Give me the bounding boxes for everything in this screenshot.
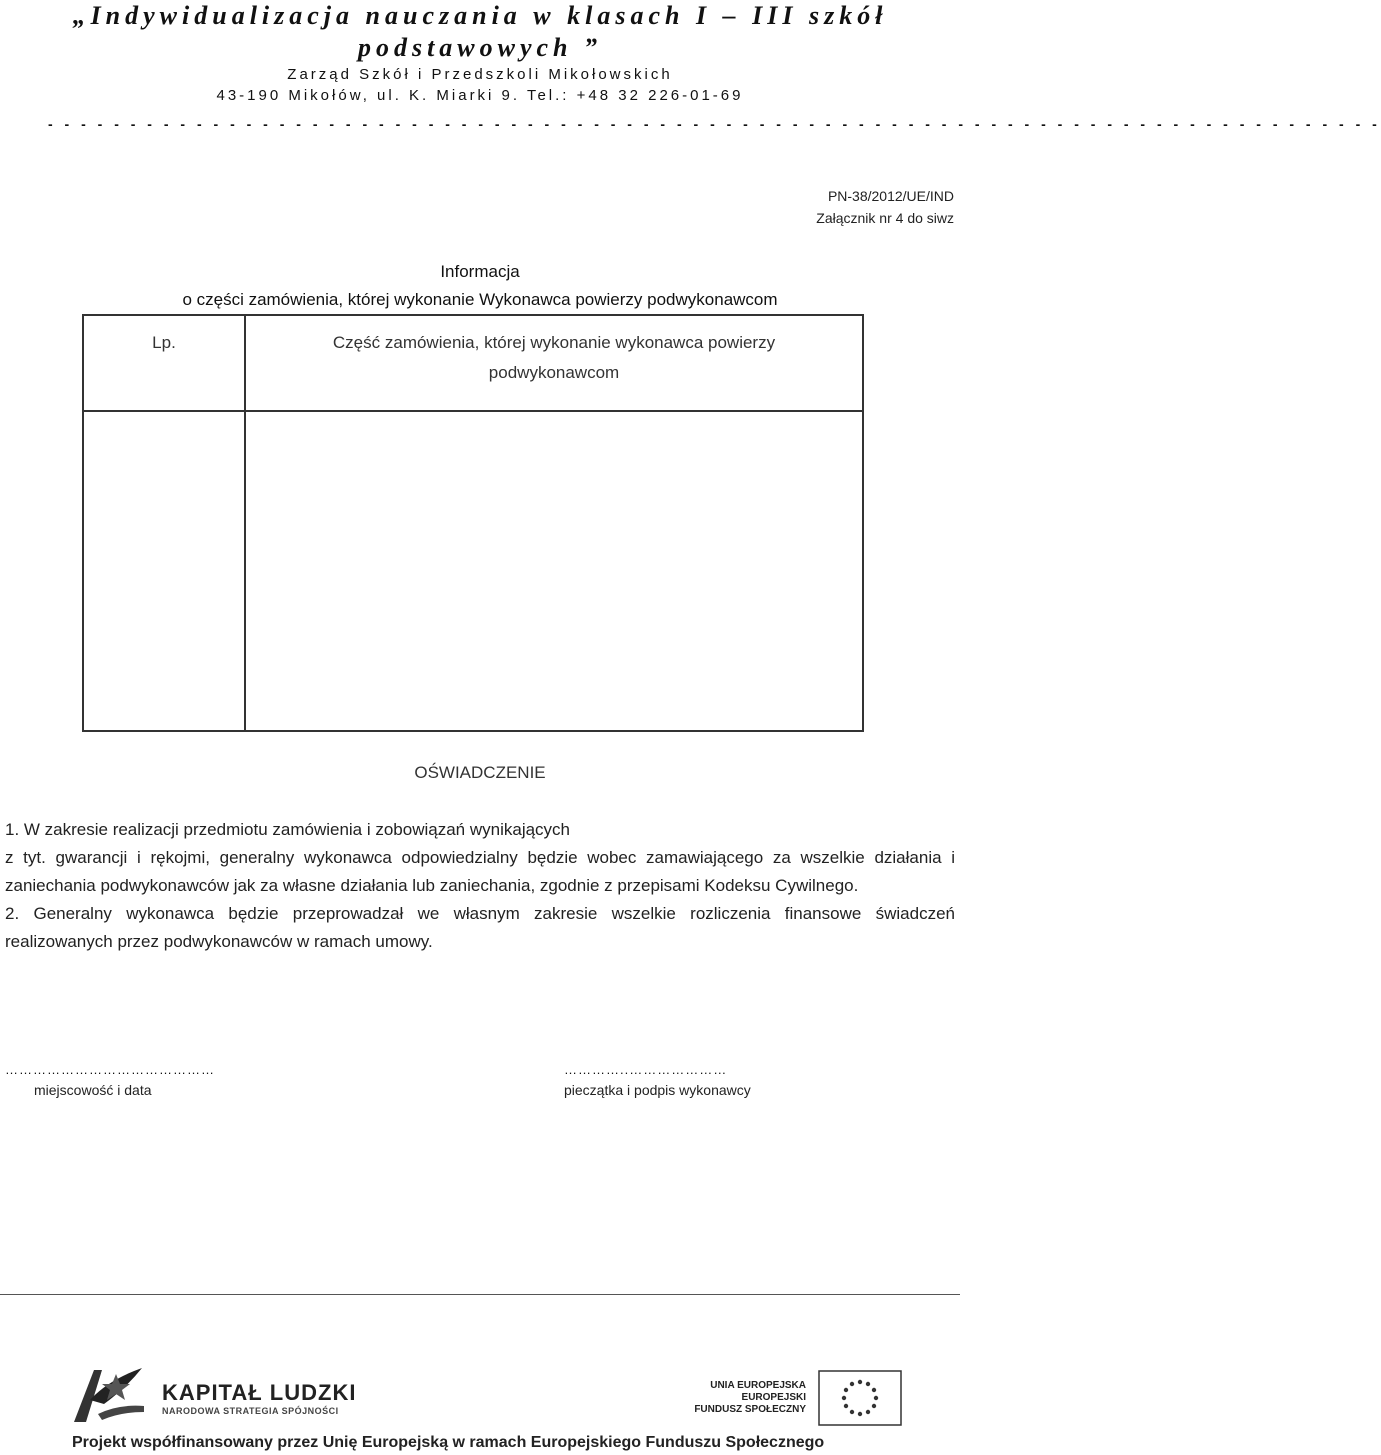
project-title-line1: „Indywidualizacja nauczania w klasach I – III szkół: [72, 1, 888, 30]
statement-item-1-line1: 1. W zakresie realizacji przedmiotu zamówienia i zobowiązań wynikających: [5, 820, 571, 839]
statement-heading: OŚWIADCZENIE: [414, 763, 546, 782]
header-dashed-divider: - - - - - - - - - - - - - - - - - - - - - - - - - - - - - - - - - - - - - - - - - - - - - - - - - - - - - - - - - - - - - - - - - - - - - - - - - - - - - - - - -: [48, 116, 1381, 132]
organization-address: 43-190 Mikołów, ul. K. Miarki 9. Tel.: +48 32 226-01-69: [216, 87, 744, 104]
signature-label: pieczątka i podpis wykonawcy: [564, 1082, 751, 1098]
document-heading: Informacja: [440, 262, 520, 281]
statement-body: [5, 816, 955, 956]
subcontractor-table: [82, 314, 864, 732]
case-number: PN-38/2012/UE/IND: [827, 188, 954, 204]
signature-line: …………..…………………: [564, 1062, 728, 1077]
organization-name: Zarząd Szkół i Przedszkoli Mikołowskich: [287, 66, 673, 83]
statement-item-1: z tyt. gwarancji i rękojmi, generalny wykonawca odpowiedzialny będzie wobec zamawiającego za wszelkie działania i zaniechania podwykonawców jak za własne działania lub zaniechania, zgodnie z przepisami Kodeksu Cywilnego.: [5, 848, 955, 895]
table-header-lp: Lp.: [83, 315, 245, 411]
place-date-line: ………………………………………: [5, 1062, 215, 1077]
table-row: [83, 411, 863, 731]
eu-text-line1: UNIA EUROPEJSKA: [710, 1380, 806, 1391]
table-cell-lp[interactable]: [83, 411, 245, 731]
footer-divider: [0, 1294, 960, 1295]
eu-text-line3: FUNDUSZ SPOŁECZNY: [694, 1404, 806, 1415]
table-header-row: [83, 315, 863, 411]
table-cell-part[interactable]: [245, 411, 863, 731]
statement-item-2: 2. Generalny wykonawca będzie przeprowadzał we własnym zakresie wszelkie rozliczenia finansowe świadczeń realizowanych przez podwykonawców w ramach umowy.: [5, 904, 955, 951]
eu-flag-icon: [818, 1370, 902, 1426]
document-subheading: o części zamówienia, której wykonanie Wykonawca powierzy podwykonawcom: [182, 290, 778, 309]
attachment-label: Załącznik nr 4 do siwz: [816, 210, 954, 226]
table-header-part: Część zamówienia, której wykonanie wykonawca powierzy podwykonawcom: [245, 315, 863, 411]
eu-text-block: [688, 1380, 806, 1416]
kapital-ludzki-logo-icon: [68, 1360, 148, 1428]
kapital-ludzki-text: KAPITAŁ LUDZKI: [162, 1380, 357, 1405]
eu-text-line2: EUROPEJSKI: [741, 1392, 806, 1403]
project-title-line2: podstawowych ”: [357, 33, 603, 62]
place-date-label: miejscowość i data: [34, 1082, 152, 1098]
cofinancing-note: Projekt współfinansowany przez Unię Europejską w ramach Europejskiego Funduszu Społecznego: [72, 1434, 825, 1451]
kapital-ludzki-subtext: NARODOWA STRATEGIA SPÓJNOŚCI: [162, 1406, 339, 1416]
